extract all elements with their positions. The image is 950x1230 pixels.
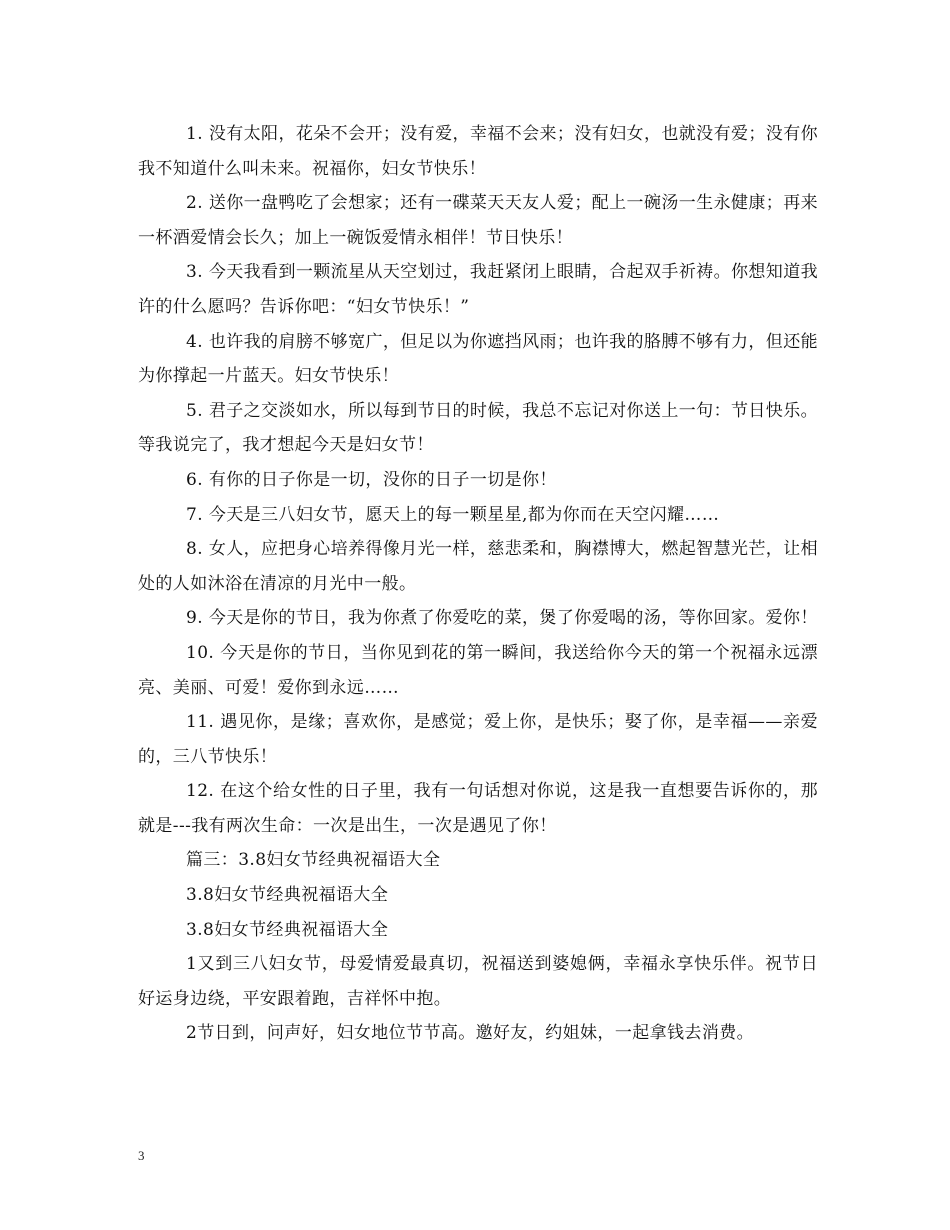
paragraph: 11. 遇见你，是缘；喜欢你，是感觉；爱上你，是快乐；娶了你，是幸福——亲爱的，三八节快乐！ <box>138 712 818 767</box>
page-number: 3 <box>138 1148 145 1163</box>
paragraph: 8. 女人，应把身心培养得像月光一样，慈悲柔和，胸襟博大，燃起智慧光芒，让相处的人如沐浴在清凉的月光中一般。 <box>138 539 818 594</box>
document-body <box>138 117 818 1051</box>
paragraph: 5. 君子之交淡如水，所以每到节日的时候，我总不忘记对你送上一句：节日快乐。等我说完了，我才想起今天是妇女节！ <box>138 400 818 456</box>
section-title: 3.8妇女节经典祝福语大全 <box>186 919 389 940</box>
paragraph: 4. 也许我的肩膀不够宽广，但足以为你遮挡风雨；也许我的胳膊不够有力，但还能为你撑起一片蓝天。妇女节快乐！ <box>138 331 818 387</box>
section-title: 3.8妇女节经典祝福语大全 <box>186 885 389 906</box>
paragraph: 10. 今天是你的节日，当你见到花的第一瞬间，我送给你今天的第一个祝福永远漂亮、美丽、可爱！爱你到永远…… <box>138 642 818 698</box>
paragraph: 1又到三八妇女节，母爱情爱最真切，祝福送到婆媳俩，幸福永享快乐伴。祝节日好运身边绕，平安跟着跑，吉祥怀中抱。 <box>138 954 818 1009</box>
paragraph: 1. 没有太阳，花朵不会开；没有爱，幸福不会来；没有妇女，也就没有爱；没有你我不知道什么叫未来。祝福你，妇女节快乐！ <box>138 124 818 179</box>
paragraph: 9. 今天是你的节日，我为你煮了你爱吃的菜，煲了你爱喝的汤，等你回家。爱你！ <box>186 608 818 629</box>
paragraph: 6. 有你的日子你是一切，没你的日子一切是你！ <box>186 469 557 490</box>
paragraph: 3. 今天我看到一颗流星从天空划过，我赶紧闭上眼睛，合起双手祈祷。你想知道我许的什么愿吗？告诉你吧：“妇女节快乐！” <box>138 262 818 317</box>
paragraph: 2. 送你一盘鸭吃了会想家；还有一碟菜天天友人爱；配上一碗汤一生永健康；再来一杯酒爱情会长久；加上一碗饭爱情永相伴！节日快乐！ <box>138 193 818 248</box>
paragraph: 7. 今天是三八妇女节，愿天上的每一颗星星,都为你而在天空闪耀…… <box>186 504 720 525</box>
paragraph: 2节日到，问声好，妇女地位节节高。邀好友，约姐妹，一起拿钱去消费。 <box>186 1023 755 1044</box>
section-heading: 篇三：3.8妇女节经典祝福语大全 <box>186 850 441 871</box>
paragraph: 12. 在这个给女性的日子里，我有一句话想对你说，这是我一直想要告诉你的，那就是---我有两次生命：一次是出生，一次是遇见了你！ <box>138 781 818 836</box>
